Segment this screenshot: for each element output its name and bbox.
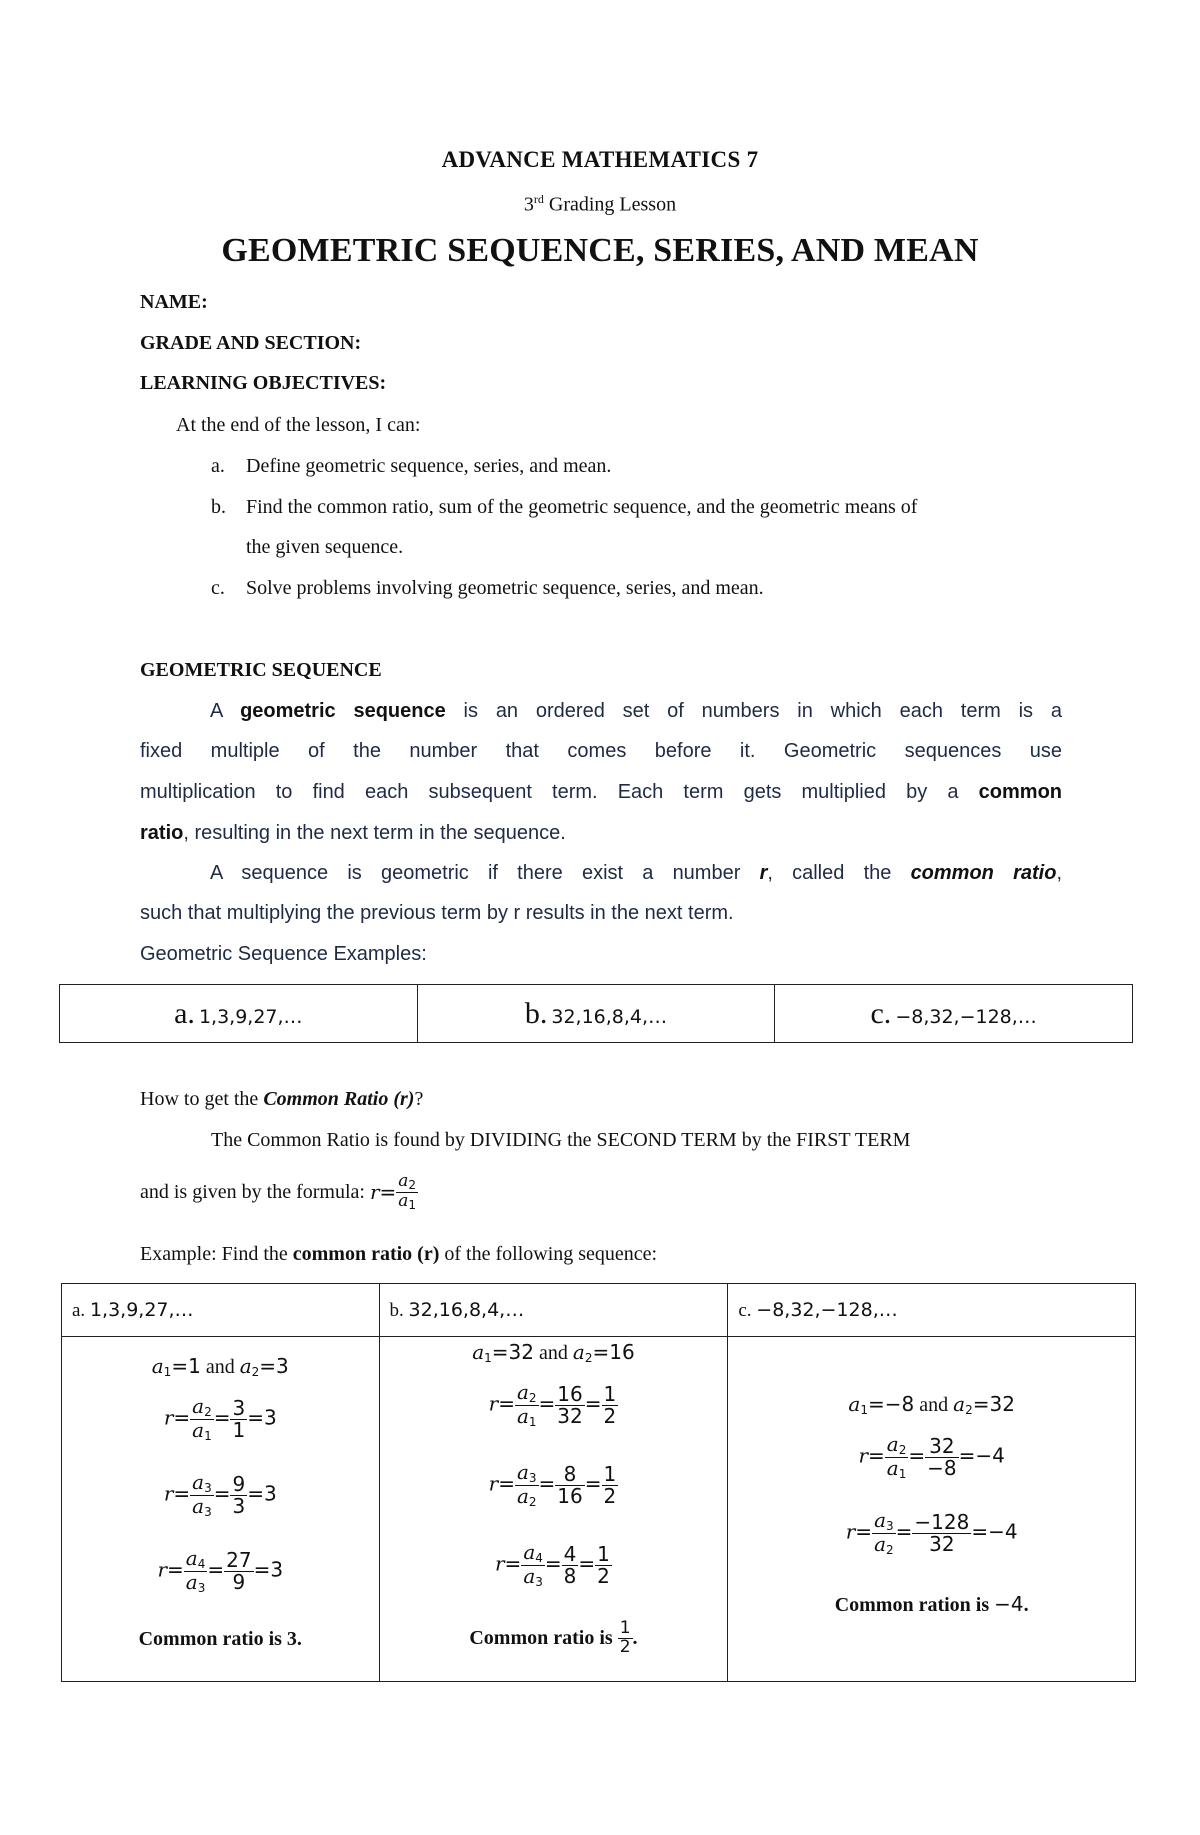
header-c-letter: c.	[738, 1299, 757, 1321]
cond-text: A sequence is geometric if there exist a number	[210, 862, 760, 884]
question-text: How to get the	[140, 1088, 264, 1110]
ratio-numerator: 9	[232, 1471, 246, 1496]
def-term-bold: geometric sequence	[240, 700, 446, 722]
header-a-seq: 1,3,9,27,…	[89, 1298, 194, 1321]
header-c-seq: −8,32,−128,…	[756, 1298, 898, 1321]
ratio-result: 3	[263, 1481, 277, 1506]
ratio-a-1: r= $\frac{a_2}{a_1}$ = $\frac{3}{1}$ =3	[163, 1394, 277, 1443]
example-b-letter: b.	[524, 996, 548, 1030]
given-a2-value: 32	[989, 1392, 1015, 1416]
ratio-formula-line	[140, 1173, 418, 1211]
conclusion-a: Common ratio is 3.	[138, 1628, 302, 1650]
ratio-a-3: r= $\frac{a_4}{a_3}$ = $\frac{27}{9}$ =3	[157, 1546, 284, 1595]
given-a1-value: 32	[508, 1340, 534, 1364]
and-text: and	[914, 1394, 954, 1416]
ratio-b-2: r= $\frac{a_3}{a_2}$ = $\frac{8}{16}$ = $\frac{1}{2}$	[488, 1460, 617, 1509]
cond-common-ratio: common ratio	[910, 862, 1057, 884]
result-denominator: 2	[597, 1563, 610, 1588]
ratio-denominator: −8	[927, 1455, 957, 1480]
cond-text: , called the	[767, 862, 911, 884]
grading-number: 3	[523, 193, 534, 216]
definition-line-2: fixed multiple of the number that comes before it. Geometric sequences use	[140, 740, 1062, 762]
conclusion-text: Common ration is	[834, 1594, 995, 1616]
ratio-result: 3	[263, 1405, 277, 1430]
header-b-letter: b.	[389, 1299, 409, 1321]
formula-den-a: a	[398, 1190, 409, 1211]
given-a1-value: −8	[884, 1392, 915, 1416]
given-a2-value: 3	[276, 1354, 289, 1378]
definition-line-4	[140, 822, 566, 845]
solution-b	[379, 1337, 728, 1682]
given-a2-value: 16	[609, 1340, 635, 1364]
ratio-numerator: −128	[914, 1509, 970, 1534]
geometric-sequence-heading: GEOMETRIC SEQUENCE	[140, 659, 382, 681]
example-a-letter: a.	[174, 996, 195, 1030]
example-c-letter: c.	[870, 996, 892, 1030]
objectives-label: LEARNING OBJECTIVES:	[140, 372, 387, 394]
conclusion-text: Common ratio is	[469, 1626, 618, 1649]
ratio-result: −4	[975, 1443, 1005, 1468]
question-mark: ?	[414, 1088, 424, 1110]
result-denominator: 2	[603, 1483, 617, 1508]
result-numerator: 1	[603, 1461, 617, 1486]
ratio-denominator: 3	[232, 1493, 246, 1518]
def-common-bold: common	[978, 781, 1062, 803]
header-a-letter: a.	[72, 1299, 90, 1321]
and-text: and	[533, 1342, 573, 1364]
example-a-seq: 1,3,9,27,…	[198, 1005, 303, 1028]
objective-a-text: Define geometric sequence, series, and mean.	[246, 455, 612, 477]
ratio-result: 3	[270, 1557, 284, 1582]
ratio-numerator: 3	[232, 1395, 246, 1420]
given-a1-value: 1	[188, 1354, 201, 1378]
def-text: , resulting in the next term in the sequence.	[183, 822, 566, 844]
ratio-numerator: 16	[557, 1381, 583, 1406]
objective-b-continuation: the given sequence.	[246, 536, 404, 558]
instruction-term: common ratio (r)	[292, 1243, 440, 1265]
examples-label: Geometric Sequence Examples:	[140, 943, 427, 965]
ratio-numerator: 8	[555, 1464, 584, 1486]
ratio-denominator: 8	[563, 1563, 577, 1588]
conclusion-c	[729, 1592, 1134, 1617]
instruction-text: of the following sequence:	[439, 1243, 658, 1265]
grading-rest: Grading Lesson	[543, 193, 677, 216]
given-a: $a_1=1$ and $a_2=3$	[151, 1354, 289, 1379]
grading-ordinal: rd	[533, 192, 544, 206]
ratio-numerator: 4	[563, 1541, 577, 1566]
ratio-b-3: r= $\frac{a_4}{a_3}$ = $\frac{4}{8}$ = $\frac{1}{2}$	[494, 1540, 610, 1589]
conclusion-numerator: 1	[619, 1618, 631, 1638]
ratio-denominator: 32	[929, 1531, 955, 1556]
objective-a-letter: a.	[211, 455, 225, 477]
header-b-seq: 32,16,8,4,…	[408, 1298, 525, 1321]
given-b: $a_1=32$ and $a_2=16$	[472, 1340, 635, 1365]
example-c-cell	[775, 985, 1133, 1043]
ratio-question	[140, 1088, 423, 1111]
example-b-cell	[417, 985, 775, 1043]
ratio-denominator: 1	[232, 1417, 246, 1442]
example-b-seq: 32,16,8,4,…	[551, 1005, 668, 1028]
grading-subtitle	[0, 192, 1200, 217]
formula-intro: and is given by the formula:	[140, 1181, 370, 1204]
ratio-explanation: The Common Ratio is found by DIVIDING the SECOND TERM by the FIRST TERM	[211, 1129, 911, 1151]
example-a-cell	[60, 985, 418, 1043]
def-text: multiplication to find each subsequent term. Each term gets multiplied by a	[140, 781, 979, 803]
objective-b-text: Find the common ratio, sum of the geometric sequence, and the geometric means of	[246, 496, 918, 518]
def-text: A	[210, 700, 241, 722]
condition-line-2: such that multiplying the previous term by r results in the next term.	[140, 902, 734, 924]
result-numerator: 1	[597, 1541, 610, 1566]
grade-section-label: GRADE AND SECTION:	[140, 332, 362, 354]
def-ratio-bold: ratio	[140, 822, 184, 844]
lesson-title: GEOMETRIC SEQUENCE, SERIES, AND MEAN	[221, 232, 979, 269]
conclusion-b	[381, 1620, 727, 1657]
example-c-seq: −8,32,−128,…	[895, 1005, 1037, 1028]
ratio-b-1: r= $\frac{a_2}{a_1}$ = $\frac{16}{32}$ = $\frac{1}{2}$	[488, 1380, 617, 1429]
ratio-a-2: r= $\frac{a_3}{a_3}$ = $\frac{9}{3}$ =3	[163, 1470, 277, 1519]
and-text: and	[200, 1356, 240, 1378]
objective-b-letter: b.	[211, 496, 226, 518]
condition-line-1	[140, 862, 1062, 885]
conclusion-value: −4	[994, 1592, 1024, 1616]
course-title: ADVANCE MATHEMATICS 7	[441, 147, 759, 172]
formula-fraction	[396, 1173, 418, 1211]
ratio-c-1: r= $\frac{a_2}{a_1}$ = $\frac{32}{-8}$ =−4	[858, 1432, 1005, 1481]
question-term: Common Ratio (r)	[263, 1088, 415, 1110]
formula-num-sub: 2	[408, 1178, 417, 1192]
common-ratio-table	[61, 1283, 1136, 1682]
header-b	[379, 1284, 728, 1337]
conclusion-period: .	[1023, 1594, 1029, 1616]
examples-table	[59, 984, 1133, 1043]
result-denominator: 2	[603, 1403, 617, 1428]
header-a	[62, 1284, 380, 1337]
solution-a	[62, 1337, 380, 1682]
result-numerator: 1	[603, 1381, 617, 1406]
objectives-intro: At the end of the lesson, I can:	[176, 414, 421, 436]
objective-c-text: Solve problems involving geometric sequence, series, and mean.	[246, 577, 764, 599]
header-c	[728, 1284, 1136, 1337]
ratio-numerator: 32	[925, 1436, 958, 1458]
conclusion-denominator: 2	[619, 1636, 631, 1657]
cond-text: ,	[1056, 862, 1062, 884]
formula-den-sub: 1	[408, 1197, 417, 1212]
given-c: $a_1=-8$ and $a_2=32$	[848, 1392, 1015, 1417]
formula-denominator	[396, 1190, 418, 1212]
formula-num-a: a	[398, 1171, 409, 1191]
ratio-c-2: r= $\frac{a_3}{a_2}$ = $\frac{-128}{32}$ =−4	[845, 1508, 1018, 1557]
ratio-result: −4	[988, 1519, 1018, 1544]
definition-line-3	[140, 781, 1062, 804]
formula-r: r	[369, 1180, 380, 1205]
definition-line-1	[140, 700, 1062, 723]
cond-r: r	[759, 862, 768, 884]
ratio-denominator: 16	[557, 1483, 583, 1508]
formula-eq: =	[379, 1180, 397, 1205]
conclusion-period: .	[632, 1626, 638, 1649]
solution-c	[728, 1337, 1136, 1682]
objective-c-letter: c.	[211, 577, 225, 599]
ratio-denominator: 9	[232, 1569, 246, 1594]
instruction-text: Example: Find the	[140, 1243, 293, 1265]
def-text: is an ordered set of numbers in which each term is a	[445, 700, 1062, 722]
example-instruction	[140, 1243, 657, 1266]
ratio-numerator: 27	[226, 1547, 252, 1572]
ratio-denominator: 32	[557, 1403, 583, 1428]
name-label: NAME:	[140, 291, 208, 313]
